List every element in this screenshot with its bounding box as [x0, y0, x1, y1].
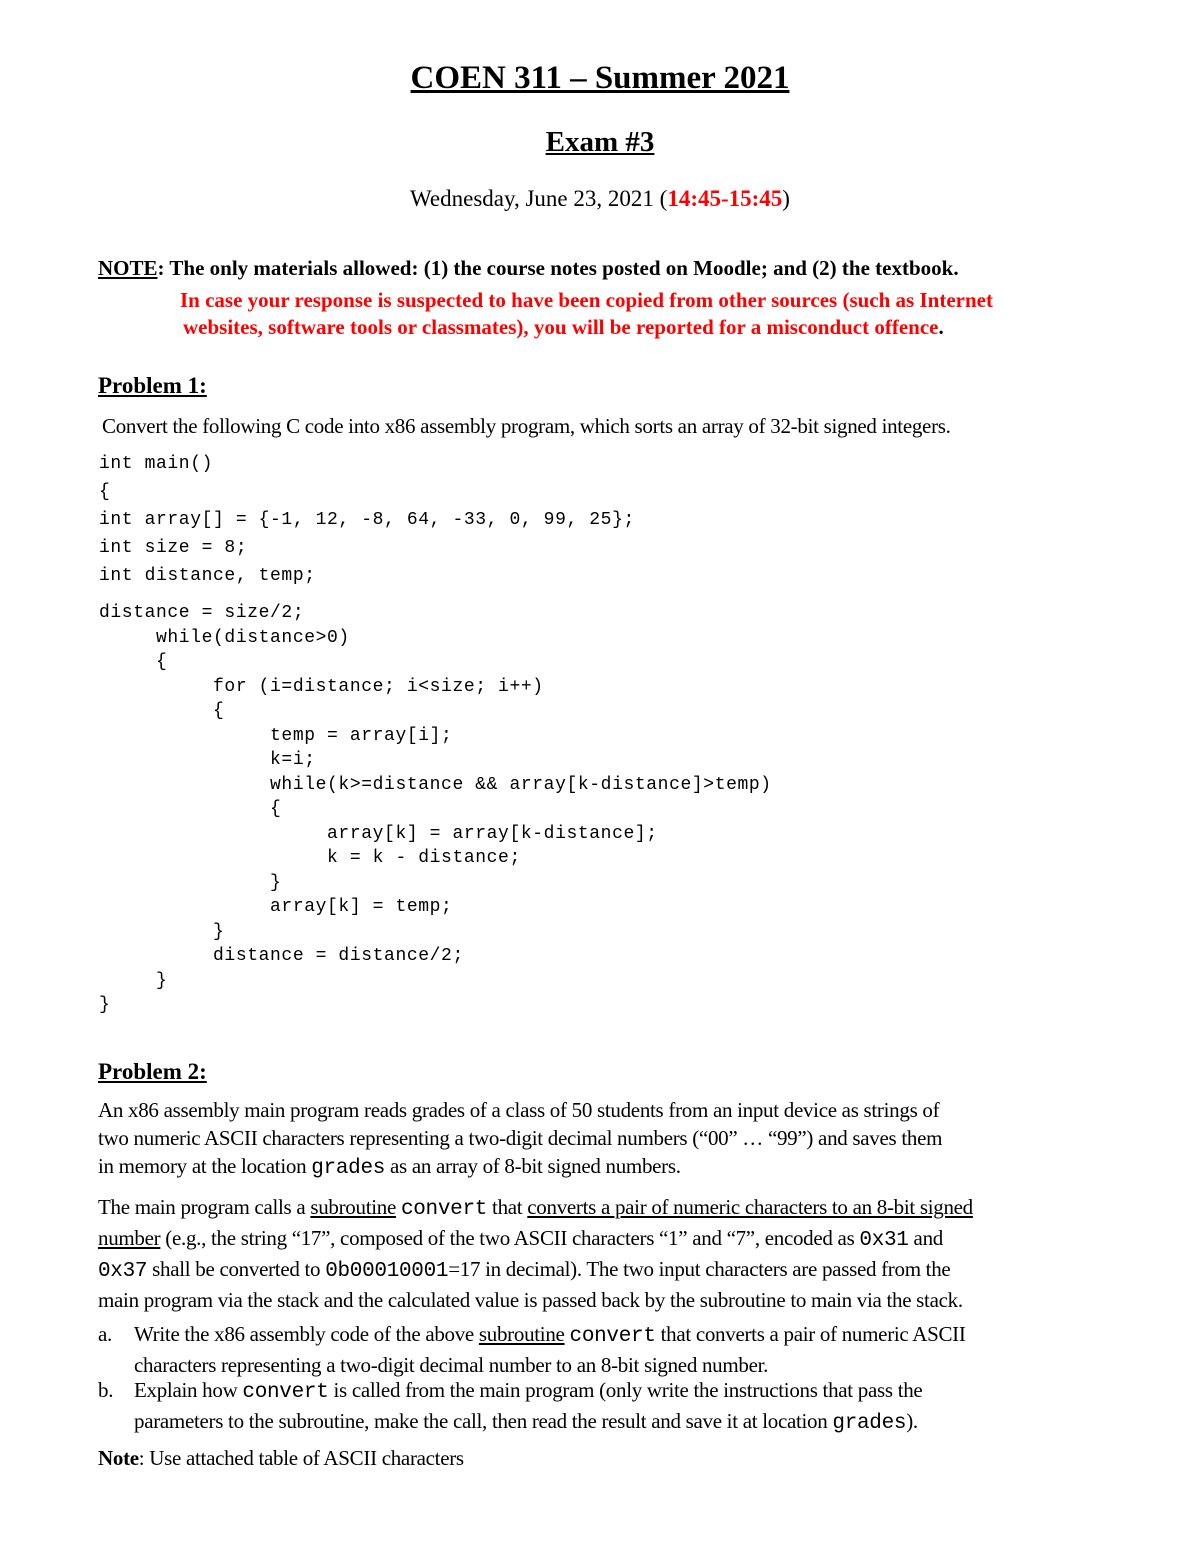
code-line: while(k>=distance && array[k-distance]>temp): [99, 775, 772, 795]
p2-that: that: [487, 1195, 528, 1219]
exam-title: Exam #3: [545, 126, 655, 158]
warning-line-2: [183, 315, 1173, 340]
warning-line-1: In case your response is suspected to have been copied from other sources (such as Internet: [180, 288, 993, 312]
number-term: number: [98, 1226, 161, 1250]
code-line: k = k - distance;: [99, 848, 521, 868]
code-line: temp = array[i];: [99, 726, 453, 746]
note-label: NOTE: [98, 256, 158, 280]
subroutine-term: subroutine: [310, 1195, 396, 1219]
code-line: }: [99, 922, 225, 942]
code-line: }: [99, 995, 111, 1015]
p2-line-3-end: =17 in decimal). The two input characters are passed from the: [448, 1257, 951, 1281]
item-b: [98, 1376, 1193, 1438]
exam-date: [0, 186, 1200, 212]
note-text: : The only materials allowed: (1) the course notes posted on Moodle; and (2) the textbook.: [157, 256, 959, 280]
p1-line-1: An x86 assembly main program reads grades of a class of 50 students from an input device as strings of: [98, 1098, 940, 1122]
code-line: {: [99, 652, 168, 672]
item-b-text-2: is called from the main program (only write the instructions that pass the: [328, 1378, 923, 1402]
code-line: {: [99, 799, 282, 819]
item-b-line-2: [134, 1407, 1193, 1438]
grades-code: grades: [311, 1157, 386, 1180]
p1-line-2: two numeric ASCII characters representing a two-digit decimal numbers (“00” … “99”) and saves them: [98, 1126, 943, 1150]
code-line: distance = distance/2;: [99, 946, 464, 966]
final-note-text: : Use attached table of ASCII characters: [138, 1446, 464, 1470]
p2-and: and: [908, 1226, 943, 1250]
item-a-label: a.: [98, 1322, 112, 1346]
p2-line-3-text: shall be converted to: [147, 1257, 326, 1281]
item-a-text: Write the x86 assembly code of the above: [134, 1322, 479, 1346]
convert-code: convert: [569, 1325, 656, 1348]
final-note: [98, 1444, 1098, 1472]
grades-code: grades: [832, 1412, 907, 1435]
course-title: COEN 311 – Summer 2021: [410, 60, 790, 96]
item-b-line-2-text: parameters to the subroutine, make the call, then read the result and save it at location: [134, 1409, 833, 1433]
warning-line-2-text: websites, software tools or classmates), you will be reported for a misconduct offence: [183, 315, 939, 339]
p2-text: The main program calls a: [98, 1195, 311, 1219]
code-line: int main(): [99, 454, 214, 474]
convert-code: convert: [242, 1381, 329, 1404]
problem-2-paragraph-1: [98, 1096, 1188, 1183]
problem-1-intro: Convert the following C code into x86 assembly program, which sorts an array of 32-bit signed integers.: [102, 414, 951, 438]
problem-2-heading: Problem 2:: [98, 1059, 207, 1084]
item-a: [98, 1320, 1193, 1379]
code-line: int distance, temp;: [99, 566, 316, 586]
item-b-label: b.: [98, 1378, 114, 1402]
problem-1-heading: Problem 1:: [98, 373, 207, 398]
code-line: distance = size/2;: [99, 603, 305, 623]
item-b-line-2-end: ).: [906, 1409, 918, 1433]
conversion-description: converts a pair of numeric characters to an 8-bit signed: [527, 1195, 973, 1219]
p2-line-4: main program via the stack and the calculated value is passed back by the subroutine to main via the stack.: [98, 1288, 963, 1312]
p1-line-3-text: in memory at the location: [98, 1154, 312, 1178]
item-a-text-2: that converts a pair of numeric ASCII: [655, 1322, 966, 1346]
materials-note: [98, 256, 1158, 281]
code-line: {: [99, 482, 111, 502]
code-line: {: [99, 701, 225, 721]
subroutine-term: subroutine: [478, 1322, 565, 1346]
code-line: }: [99, 873, 282, 893]
code-line: for (i=distance; i<size; i++): [99, 677, 544, 697]
code-line: int array[] = {-1, 12, -8, 64, -33, 0, 99, 25};: [99, 510, 635, 530]
date-text: Wednesday, June 23, 2021 (: [410, 186, 668, 211]
code-line: k=i;: [99, 750, 316, 770]
item-b-line-1: [134, 1376, 1193, 1407]
binary-code: 0b00010001: [325, 1260, 449, 1283]
code-line: }: [99, 971, 168, 991]
code-line: array[k] = array[k-distance];: [99, 824, 658, 844]
p2-line-2-text: (e.g., the string “17”, composed of the two ASCII characters “1” and “7”, encoded as: [160, 1226, 860, 1250]
time-range: 14:45-15:45: [667, 186, 783, 211]
p1-line-3-end: as an array of 8-bit signed numbers.: [385, 1154, 681, 1178]
code-line: int size = 8;: [99, 538, 248, 558]
final-note-label: Note: [98, 1446, 139, 1470]
problem-2-paragraph-2: [98, 1193, 1193, 1314]
item-a-line-2: characters representing a two-digit decimal number to an 8-bit signed number.: [134, 1353, 769, 1377]
item-b-text: Explain how: [134, 1378, 243, 1402]
convert-code: convert: [400, 1198, 488, 1221]
p2-line-2: [98, 1224, 1193, 1255]
code-line: while(distance>0): [99, 628, 350, 648]
p1-line-3: [98, 1152, 1188, 1183]
code-line: array[k] = temp;: [99, 897, 453, 917]
date-close: ): [782, 186, 790, 211]
warning-period: .: [938, 315, 944, 339]
item-a-line-1: [134, 1320, 1193, 1351]
hex-31-code: 0x31: [859, 1229, 909, 1252]
hex-37-code: 0x37: [98, 1260, 148, 1283]
p2-line-3: [98, 1255, 1193, 1286]
p2-line-1: [98, 1193, 1193, 1224]
